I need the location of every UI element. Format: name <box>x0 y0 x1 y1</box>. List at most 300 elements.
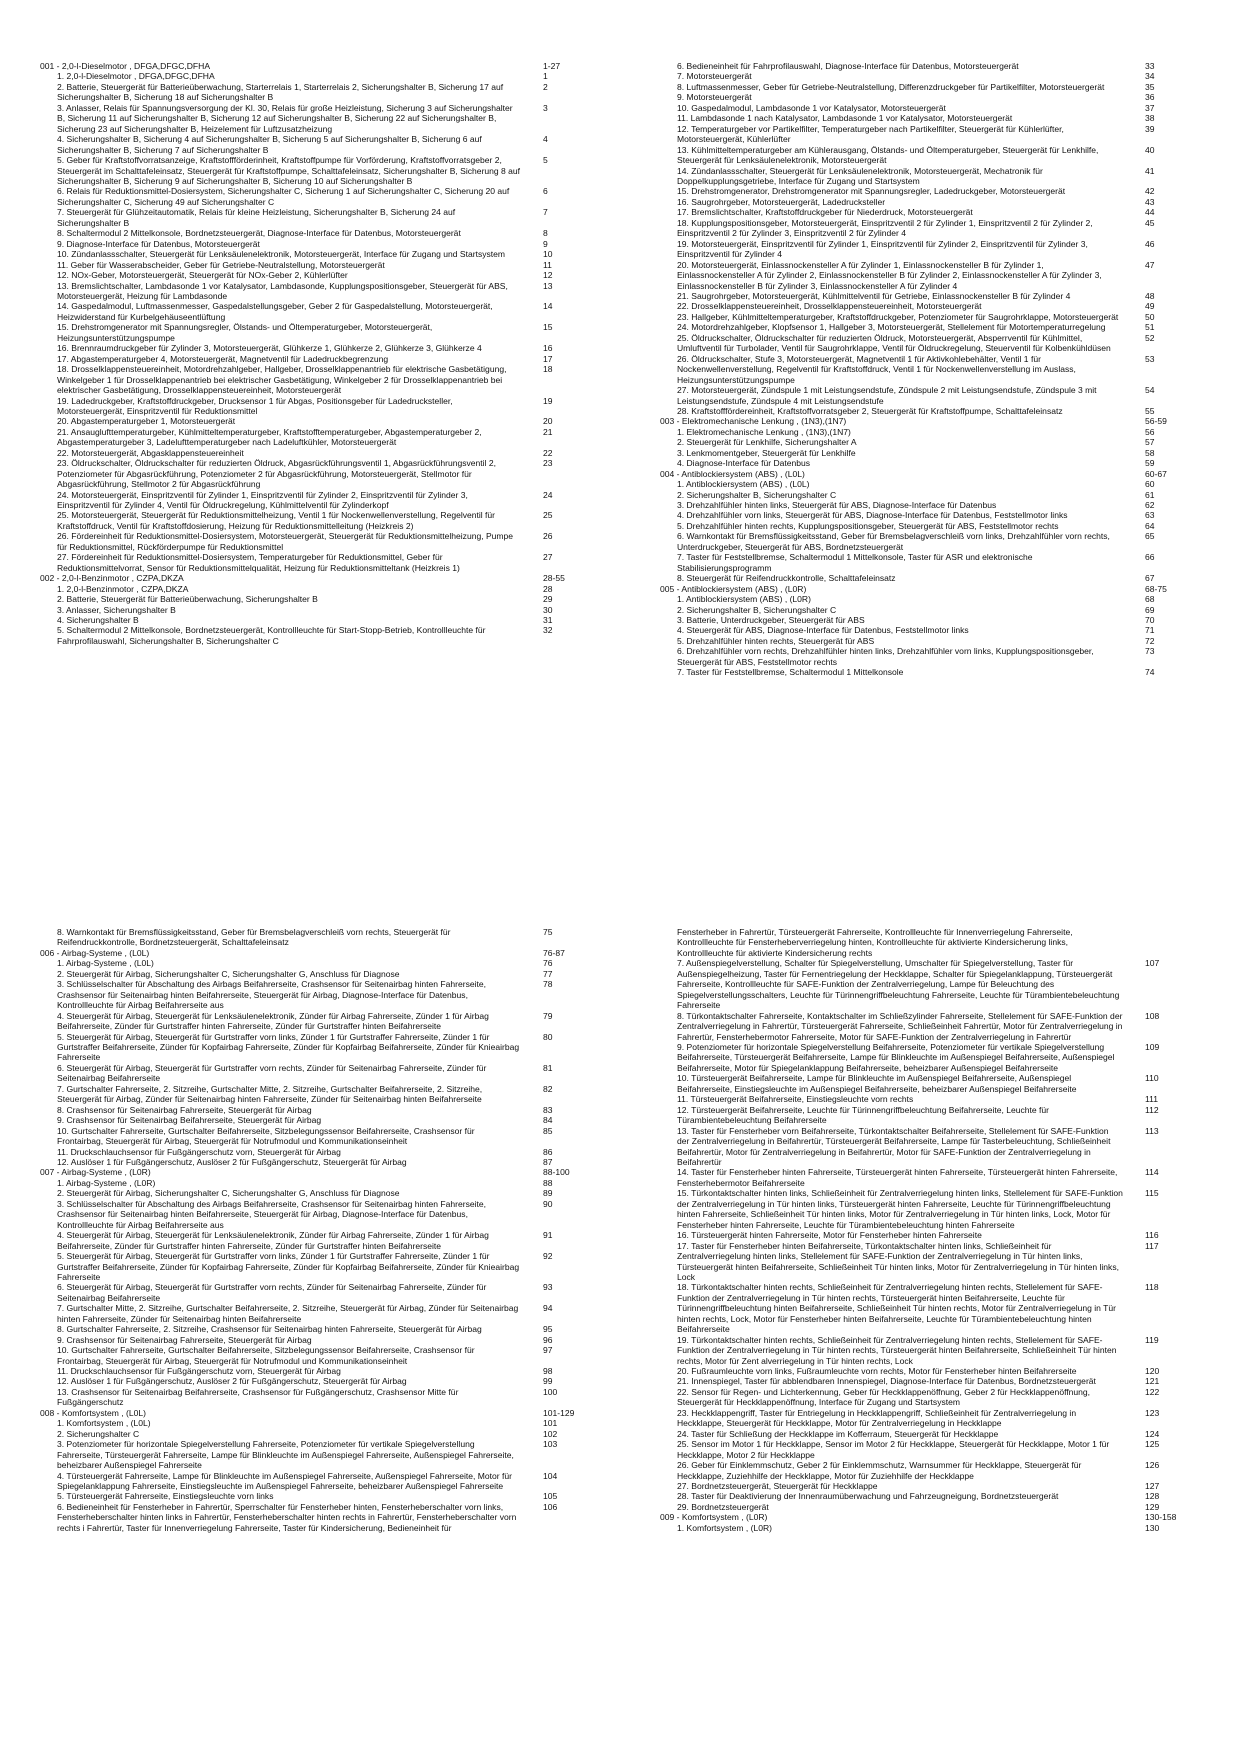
toc-entry-text: 4. Steuergerät für Airbag, Steuergerät für Lenksäulenelektronik, Zünder für Airbag Fahrerseite, Zünder 1 für Airbag Beifahrerseite, Zünder für Gurtstraffer hinten Fahrerseite, Zünder für Gurtstraffer hinten Beifahrerseite <box>57 1230 489 1251</box>
toc-entry-text: 8. Steuergerät für Reifendruckkontrolle, Schalttafeleinsatz <box>677 573 896 584</box>
toc-page-number: 4 <box>543 134 548 145</box>
toc-entry-row <box>660 218 1200 239</box>
toc-entry-text: 2. Batterie, Steuergerät für Batterieüberwachung, Starterrelais 1, Starterrelais 2, Sicherungshalter B, Sicherung 17 auf Sicherungshalter B, Sicherung 18 auf Sicherungshalter B <box>57 81 504 103</box>
toc-entry-row <box>40 1084 605 1105</box>
toc-section-title: 008 - Komfortsystem , (L0L) <box>40 1407 146 1418</box>
toc-entry-row <box>40 270 605 280</box>
toc-entry-text: 1. Airbag-Systeme , (L0R) <box>57 1177 156 1188</box>
toc-entry-row <box>40 1303 605 1324</box>
toc-section-title: 006 - Airbag-Systeme , (L0L) <box>40 947 150 958</box>
toc-entry-text: 20. Abgastemperaturgeber 1, Motorsteuergerät <box>57 416 236 427</box>
toc-page-number: 13 <box>543 280 553 291</box>
toc-page-number: 60-67 <box>1145 468 1167 479</box>
toc-page-number: 72 <box>1145 635 1155 646</box>
toc-entry-text: 6. Relais für Reduktionsmittel-Dosiersystem, Sicherungshalter C, Sicherung 1 auf Sicherungshalter C, Sicherung 20 auf Sicherungshalter C, Sicherung 49 auf Sicherungshalter C <box>57 186 510 207</box>
toc-page-number: 100 <box>543 1386 558 1397</box>
toc-page-number: 57 <box>1145 437 1155 448</box>
toc-page-number: 50 <box>1145 311 1155 322</box>
toc-entry-text: 6. Bedieneinheit für Fahrprofilauswahl, Diagnose-Interface für Datenbus, Motorsteuergerät <box>677 61 1019 71</box>
toc-entry-row <box>40 605 605 615</box>
toc-entry-row <box>660 521 1200 531</box>
toc-entry-text: 10. Gurtschalter Fahrerseite, Gurtschalter Beifahrerseite, Sitzbelegungssensor Beifahrerseite, Crashsensor für Frontairbag, Steuergerät für Airbag, Steuergerät für Notrufmodul und Kommunikationseinheit <box>57 1125 475 1147</box>
toc-entry-row <box>660 333 1200 354</box>
toc-page-number: 101-129 <box>543 1407 575 1418</box>
toc-page-number: 60 <box>1145 479 1155 490</box>
toc-page-number: 35 <box>1145 81 1155 92</box>
toc-entry-row <box>40 458 605 489</box>
toc-entry-row <box>660 1523 1200 1533</box>
toc-entry-row <box>40 1418 605 1428</box>
toc-page-number: 125 <box>1145 1439 1160 1450</box>
toc-section-title: 009 - Komfortsystem , (L0R) <box>660 1512 768 1523</box>
toc-entry-text: 14. Gaspedalmodul, Luftmassenmesser, Gaspedalstellungsgeber, Geber 2 für Gaspedalstellung, Motorsteuergerät, Heizwiderstand für Kurbelgehäuseentlüftung <box>57 301 493 322</box>
toc-entry-text: 11. Türsteuergerät Beifahrerseite, Einstiegsleuchte vorn rechts <box>677 1094 914 1105</box>
toc-entry-text: 4. Steuergerät für ABS, Diagnose-Interface für Datenbus, Feststellmotor links <box>677 625 969 636</box>
toc-entry-row <box>40 228 605 238</box>
toc-entry-row <box>660 312 1200 322</box>
toc-entry-row <box>40 1282 605 1303</box>
toc-entry-row <box>40 1032 605 1063</box>
toc-page-number: 78 <box>543 979 553 990</box>
toc-page-number: 106 <box>543 1501 558 1512</box>
toc-entry-row <box>660 197 1200 207</box>
toc-entry-row <box>40 1157 605 1167</box>
toc-entry-text: 1. Komfortsystem , (L0R) <box>677 1522 772 1533</box>
toc-entry-text: 23. Heckklappengriff, Taster für Entriegelung in Heckklappengriff, Schließeinheit für Zentralverriegelung in Heckklappe, Steuergerät für Heckklappe, Motor für Zentralverriegelung in Heckklappe <box>677 1407 1077 1429</box>
toc-entry-row <box>40 134 605 155</box>
toc-entry-text: 22. Drosselklappensteuereinheit, Drosselklappensteuereinheit, Motorsteuergerät <box>677 301 982 312</box>
toc-page-number: 85 <box>543 1125 553 1136</box>
toc-entry-row <box>660 1167 1200 1188</box>
toc-entry-text: 8. Warnkontakt für Bremsflüssigkeitsstand, Geber für Bremsbelagverschleiß vorn rechts, Steuergerät für Reifendruckkontrolle, Bordnetzsteuergerät, Schalttafeleinsatz <box>57 927 451 948</box>
toc-page-number: 101 <box>543 1418 558 1429</box>
toc-page-number: 118 <box>1145 1282 1159 1293</box>
toc-entry-row <box>660 301 1200 311</box>
toc-page-number: 126 <box>1145 1460 1160 1471</box>
toc-entry-text: 9. Diagnose-Interface für Datenbus, Motorsteuergerät <box>57 238 260 249</box>
toc-page-number: 34 <box>1145 71 1155 82</box>
toc-entry-row <box>660 1126 1200 1168</box>
toc-column-top-left <box>40 61 605 646</box>
toc-page-number: 29 <box>543 594 553 605</box>
toc-entry-text: 16. Saugrohrgeber, Motorsteuergerät, Ladedrucksteller <box>677 196 886 207</box>
toc-page-number: 48 <box>1145 290 1155 301</box>
toc-entry-row <box>660 385 1200 406</box>
toc-entry-row <box>40 1115 605 1125</box>
toc-page-number: 12 <box>543 270 553 281</box>
toc-entry-row <box>660 124 1200 145</box>
toc-entry-row <box>660 552 1200 573</box>
toc-entry-text: 17. Taster für Fensterheber hinten Beifahrerseite, Türkontaktschalter hinten links, Schließeinheit für Zentralverriegelung hinten links, Stellelement für SAFE-Funktion der Zentralverriegelung in Tür hinten links, Türsteuergerät hinten Beifahrerseite, Schließeinheit Tür hinten links, Motor für Zentralverriegelung in Tür hinten links, Lock <box>677 1240 1119 1282</box>
toc-entry-row <box>660 1105 1200 1126</box>
toc-page-number: 88 <box>543 1177 553 1188</box>
toc-entry-row <box>660 82 1200 92</box>
toc-page-number: 27 <box>543 552 553 563</box>
toc-entry-text: 20. Motorsteuergerät, Einlassnockensteller A für Zylinder 1, Einlassnockensteller B für Zylinder 1, Einlassnockensteller A für Zylinder 2, Einlassnockensteller B für Zylinder 2, Einlassnockensteller A für Zylinder 3, Einlassnockensteller B für Zylinder 3, Einlassnockensteller A für Zylinder 4 <box>677 259 1102 291</box>
toc-page-number: 122 <box>1145 1386 1160 1397</box>
toc-entry-row <box>40 1439 605 1470</box>
toc-entry-row <box>660 1073 1200 1094</box>
toc-entry-text: 26. Öldruckschalter, Stufe 3, Motorsteuergerät, Magnetventil 1 für Aktivkohlebehälter, Ventil 1 für Nockenwellenverstellung, Regelventil für Kraftstoffdruck, Ventil 1 für Nockenwellenverstellung im Auslass, Heizungsunterstützungspumpe <box>677 353 1076 385</box>
toc-entry-text: 29. Bordnetzsteuergerät <box>677 1501 769 1512</box>
toc-page-number: 92 <box>543 1251 553 1262</box>
toc-entry-row <box>40 71 605 81</box>
toc-entry-text: 1. Komfortsystem , (L0L) <box>57 1418 151 1429</box>
toc-entry-text: 2. Steuergerät für Lenkhilfe, Sicherungshalter A <box>677 437 857 448</box>
toc-page-number: 6 <box>543 186 548 197</box>
toc-entry-row <box>660 71 1200 81</box>
toc-page-number: 38 <box>1145 113 1155 124</box>
toc-entry-text: 9. Motorsteuergerät <box>677 92 752 103</box>
toc-entry-row <box>660 113 1200 123</box>
toc-entry-text: 7. Außenspiegelverstellung, Schalter für Spiegelverstellung, Umschalter für Spiegelverstellung, Taster für Außenspiegelheizung, Taster für Fernentriegelung der Heckklappe, Schalter für Spiegelanklappung, Türsteuergerät Fahrerseite, Kontrollleuchte für SAFE-Funktion der Zentralverriegelung, Lampe für Beleuchtung des Spiegelverstellungsschalters, Leuchte für Türinnengriffbeleuchtung Fahrerseite, Leuchte für Türambientebeleuchtung Fahrerseite <box>677 958 1120 1011</box>
toc-entry-row <box>660 531 1200 552</box>
toc-entry-text: 12. Auslöser 1 für Fußgängerschutz, Auslöser 2 für Fußgängerschutz, Steuergerät für Airbag <box>57 1376 407 1387</box>
toc-page-number: 42 <box>1145 186 1155 197</box>
toc-page-number: 19 <box>543 395 553 406</box>
toc-page-number: 33 <box>1145 61 1155 71</box>
toc-entry-row <box>40 155 605 186</box>
toc-entry-text: 8. Crashsensor für Seitenairbag Fahrerseite, Steuergerät für Airbag <box>57 1104 312 1115</box>
toc-entry-text: 27. Fördereinheit für Reduktionsmittel-Dosiersystem, Temperaturgeber für Reduktionsmittel, Geber für Reduktionsmittelvorrat, Sensor für Reduktionsmittelqualität, Heizung für Reduktionsmitteltank (Heizkreis 1) <box>57 552 460 573</box>
toc-page-number: 95 <box>543 1324 553 1335</box>
toc-entry-text: 9. Potenziometer für horizontale Spiegelverstellung Beifahrerseite, Potenziometer für vertikale Spiegelverstellung Beifahrerseite, Türsteuergerät Beifahrerseite, Lampe für Blinkleuchte im Außenspiegel Beifahrerseite, Außenspiegel Beifahrerseite, Motor für Spiegelanklappung Beifahrerseite, beheizbarer Außenspiegel Beifahrerseite <box>677 1041 1115 1073</box>
toc-page-number: 79 <box>543 1010 553 1021</box>
toc-entry-row <box>660 500 1200 510</box>
toc-entry-text: 7. Gurtschalter Fahrerseite, 2. Sitzreihe, Gurtschalter Mitte, 2. Sitzreihe, Gurtschalter Beifahrerseite, 2. Sitzreihe, Steuergerät für Airbag, Zünder für Seitenairbag hinten Fahrerseite, Zünder für Seitenairbag hinten Beifahrerseite <box>57 1083 483 1105</box>
toc-entry-text: 5. Geber für Kraftstoffvorratsanzeige, Kraftstoffförderinheit, Kraftstoffpumpe für Vorförderung, Kraftstoffvorratsgeber 2, Steuergerät im Schalttafeleinsatz, Steuergerät für Kraftstoffpumpe, Schalttafeleinsatz, Sicherungshalter B, Sicherung 8 auf Sicherungshalter B, Sicherung 9 auf Sicherungshalter B, Sicherung 10 auf Sicherungshalter B <box>57 155 521 186</box>
toc-section-row <box>40 573 605 583</box>
toc-entry-text: 15. Drehstromgenerator, Drehstromgenerator mit Spannungsregler, Ladedruckgeber, Motorsteuergerät <box>677 186 1066 197</box>
toc-entry-row <box>660 510 1200 520</box>
toc-entry-text: 11. Geber für Wasserabscheider, Geber für Getriebe-Neutralstellung, Motorsteuergerät <box>57 259 385 270</box>
toc-entry-row <box>40 1387 605 1408</box>
toc-page-number: 107 <box>1145 958 1160 969</box>
toc-page-number: 16 <box>543 343 553 354</box>
toc-page-number: 51 <box>1145 322 1155 333</box>
toc-entry-text: 7. Steuergerät für Glühzeitautomatik, Relais für kleine Heizleistung, Sicherungshalter B, Sicherung 24 auf Sicherungshalter B <box>57 207 456 228</box>
toc-page-number: 53 <box>1145 353 1155 364</box>
toc-entry-text: 23. Öldruckschalter, Öldruckschalter für reduzierten Öldruck, Abgasrückführungsventil 1, Abgasrückführungsventil 2, Potenziometer für Abgasrückführung, Potenziometer 2 für Abgasrückführung, Motorsteuergerät, Stellmotor für Abgasrückführung, Stellmotor 2 für Abgasrückführung <box>57 458 496 490</box>
toc-page-number: 80 <box>543 1031 553 1042</box>
toc-page-number: 76-87 <box>543 947 565 958</box>
toc-entry-text: 21. Ansauglufttemperaturgeber, Kühlmitteltemperaturgeber, Kraftstofftemperaturgeber, Abgastemperaturgeber 2, Abgastemperaturgeber 3, Ladelufttemperaturgeber nach Ladeluftkühler, Motorsteuergerät <box>57 426 482 448</box>
toc-entry-row <box>660 605 1200 615</box>
toc-page-number: 104 <box>543 1470 558 1481</box>
toc-entry-row <box>40 1366 605 1376</box>
toc-entry-row <box>660 260 1200 291</box>
toc-entry-row <box>660 615 1200 625</box>
toc-entry-row <box>660 625 1200 635</box>
toc-entry-row <box>40 249 605 259</box>
toc-entry-text: 8. Türkontaktschalter Fahrerseite, Kontaktschalter im Schließzylinder Fahrerseite, Stellelement für SAFE-Funktion der Zentralverriegelung in Fahrertür, Türsteuergerät Fahrerseite, Schließeinheit Fahrertür, Motor für Zentralverriegelung in Fahrertür, Fensterhebermotor Fahrerseite, Motor für SAFE-Funktion der Zentralverriegelung in Fahrertür <box>677 1010 1123 1042</box>
toc-page-number: 114 <box>1145 1167 1159 1178</box>
toc-page-number: 62 <box>1145 500 1155 511</box>
toc-page-number: 128 <box>1145 1491 1160 1502</box>
toc-entry-row <box>40 1199 605 1230</box>
toc-page-number: 77 <box>543 968 553 979</box>
toc-entry-text: 1. 2,0-l-Dieselmotor , DFGA,DFGC,DFHA <box>57 71 215 82</box>
toc-entry-row <box>660 667 1200 677</box>
toc-entry-text: 17. Bremslichtschalter, Kraftstoffdruckgeber für Niederdruck, Motorsteuergerät <box>677 207 973 218</box>
toc-page-number: 127 <box>1145 1481 1160 1492</box>
toc-page-number: 121 <box>1145 1376 1160 1387</box>
toc-entry-text: 3. Anlasser, Relais für Spannungsversorgung der Kl. 30, Relais für große Heizleistung, Sicherung 3 auf Sicherungshalter B, Sicherung 11 auf Sicherungshalter B, Sicherung 12 auf Sicherungshalter B, Sicherung 22 auf Sicherungshalter B, Sicherung 23 auf Sicherungshalter B, Heizelement für Luftzusatzheizung <box>57 102 513 134</box>
toc-entry-row <box>40 1230 605 1251</box>
toc-page-number: 59 <box>1145 458 1155 469</box>
toc-entry-row <box>660 1241 1200 1283</box>
toc-entry-text: 6. Bedieneinheit für Fensterheber in Fahrertür, Sperrschalter für Fensterheber hinten, Fensterheberschalter vorn links, Fensterheberschalter hinten links in Fahrertür, Fensterheberschalter hinten rechts in Fahrertür, Fensterheberschalter vorn rechts i Fahrertür, Taster für Innenverriegelung Fahrerseite, Taster für Kindersicherung, Bedieneinheit für <box>57 1501 517 1533</box>
toc-entry-row <box>660 207 1200 217</box>
toc-entry-text: 1. Antiblockiersystem (ABS) , (L0L) <box>677 479 810 490</box>
toc-section-row <box>660 584 1200 594</box>
toc-entry-row <box>40 1324 605 1334</box>
toc-section-title: 003 - Elektromechanische Lenkung , (1N3),(1N7) <box>660 416 847 427</box>
toc-section-title: 002 - 2,0-l-Benzinmotor , CZPA,DKZA <box>40 573 184 584</box>
toc-page-number: 110 <box>1145 1073 1159 1084</box>
toc-entry-text: 8. Gurtschalter Fahrerseite, 2. Sitzreihe, Crashsensor für Seitenairbag hinten Fahrerseite, Steuergerät für Airbag <box>57 1324 482 1335</box>
toc-entry-row <box>660 239 1200 260</box>
toc-entry-text: 3. Anlasser, Sicherungshalter B <box>57 604 176 615</box>
toc-entry-text: 10. Zündanlassschalter, Steuergerät für Lenksäulenelektronik, Motorsteuergerät, Interface für Zugang und Startsystem <box>57 249 506 260</box>
toc-section-row <box>40 1408 605 1418</box>
toc-entry-text: 3. Drehzahlfühler hinten links, Steuergerät für ABS, Diagnose-Interface für Datenbus <box>677 500 997 511</box>
toc-entry-row <box>40 1471 605 1492</box>
toc-entry-text: 26. Geber für Einklemmschutz, Geber 2 für Einklemmschutz, Warnsummer für Heckklappe, Steuergerät für Heckklappe, Zuziehhilfe der Heckklappe, Motor für Zuziehhilfe der Heckklappe <box>677 1460 1082 1481</box>
toc-entry-text: 5. Drehzahlfühler hinten rechts, Steuergerät für ABS <box>677 635 875 646</box>
toc-page-number: 90 <box>543 1198 553 1209</box>
toc-entry-text: 2. Sicherungshalter B, Sicherungshalter C <box>677 489 837 500</box>
toc-entry-text: 6. Steuergerät für Airbag, Steuergerät für Gurtstraffer vorn rechts, Zünder für Seitenairbag Fahrerseite, Zünder für Seitenairbag Beifahrerseite <box>57 1282 487 1303</box>
toc-page-number: 20 <box>543 416 553 427</box>
toc-entry-text: 25. Sensor im Motor 1 für Heckklappe, Sensor im Motor 2 für Heckklappe, Steuergerät für Heckklappe, Motor 1 für Heckklappe, Motor 2 für Heckklappe <box>677 1439 1110 1460</box>
toc-entry-text: 1. 2,0-l-Benzinmotor , CZPA,DKZA <box>57 583 189 594</box>
toc-entry-row <box>660 1439 1200 1460</box>
toc-page-number: 67 <box>1145 573 1155 584</box>
toc-entry-row <box>40 103 605 134</box>
toc-section-title: 005 - Antiblockiersystem (ABS) , (L0R) <box>660 583 807 594</box>
toc-page-number: 54 <box>1145 385 1155 396</box>
toc-page-number: 56 <box>1145 426 1155 437</box>
toc-entry-text: 13. Taster für Fensterheber vorn Beifahrerseite, Türkontaktschalter Beifahrerseite, Stellelement für SAFE-Funktion der Zentralverriegelung in Beifahrertür, Türsteuergerät Beifahrerseite, Lampe für Tasterbeleuchtung, Schließeinheit Beifahrertür, Motor für Zentralverriegelung in Beifahrertür, Motor für SAFE-Funktion der Zentralverriegelung in Beifahrertür <box>677 1125 1111 1167</box>
toc-entry-row <box>40 531 605 552</box>
toc-entry-text: 9. Crashsensor für Seitenairbag Fahrerseite, Steuergerät für Airbag <box>57 1334 312 1345</box>
toc-page-number: 30 <box>543 604 553 615</box>
toc-entry-row <box>660 1094 1200 1104</box>
toc-entry-text: 11. Druckschlauchsensor für Fußgängerschutz vorn, Steuergerät für Airbag <box>57 1146 341 1157</box>
toc-entry-row <box>660 1335 1200 1366</box>
toc-entry-text: 4. Sicherungshalter B <box>57 615 139 626</box>
toc-page-number: 117 <box>1145 1240 1159 1251</box>
toc-entry-row <box>40 82 605 103</box>
toc-entry-text: 24. Motorsteuergerät, Einspritzventil für Zylinder 1, Einspritzventil für Zylinder 2, Einspritzventil für Zylinder 3, Einspritzventil für Zylinder 4, Ventil für Öldruckregelung, Kühlmittelventil für Zylinderkopf <box>57 489 468 511</box>
toc-entry-text: 6. Warnkontakt für Bremsflüssigkeitsstand, Geber für Bremsbelagverschleiß vorn links, Drehzahlfühler vorn rechts, Unterdruckgeber, Steuergerät für ABS, Bordnetzsteuergerät <box>677 531 1110 552</box>
toc-entry-row <box>40 1063 605 1084</box>
toc-entry-row <box>660 1282 1200 1334</box>
toc-entry-row <box>40 1147 605 1157</box>
toc-entry-text: 7. Motorsteuergerät <box>677 71 752 82</box>
toc-entry-text: 19. Ladedruckgeber, Kraftstoffdruckgeber, Drucksensor 1 für Abgas, Positionsgeber für Ladedrucksteller, Motorsteuergerät, Einspritzventil für Reduktionsmittel <box>57 395 453 416</box>
toc-entry-text: 13. Crashsensor für Seitenairbag Beifahrerseite, Crashsensor für Fußgängerschutz, Crashsensor Mitte für Fußgängerschutz <box>57 1386 459 1408</box>
toc-entry-text: 10. Türsteuergerät Beifahrerseite, Lampe für Blinkleuchte im Außenspiegel Beifahrerseite, Außenspiegel Beifahrerseite, Einstiegsleuchte im Außenspiegel Beifahrerseite, beheizbarer Außenspiegel Beifahrerseite <box>677 1073 1077 1094</box>
toc-entry-text: 5. Steuergerät für Airbag, Steuergerät für Gurtstraffer vorn links, Zünder 1 für Gurtstraffer Fahrerseite, Zünder 1 für Gurtstraffer Beifahrerseite, Zünder für Kopfairbag Fahrerseite, Zünder für Kopfairbag Beifahrerseite, Zünder für Knieairbag Fahrerseite <box>57 1251 520 1282</box>
toc-entry-text: 10. Gurtschalter Fahrerseite, Gurtschalter Beifahrerseite, Sitzbelegungssensor Beifahrerseite, Crashsensor für Frontairbag, Steuergerät für Airbag, Steuergerät für Notrufmodul und Kommunikationseinheit <box>57 1345 475 1366</box>
toc-section-row <box>660 416 1200 426</box>
toc-entry-row <box>40 1251 605 1282</box>
toc-page-number: 28-55 <box>543 573 565 584</box>
toc-entry-row <box>660 322 1200 332</box>
toc-entry-row <box>40 260 605 270</box>
toc-entry-row <box>40 615 605 625</box>
toc-entry-row <box>40 1188 605 1198</box>
toc-entry-row <box>660 291 1200 301</box>
toc-entry-row <box>660 354 1200 385</box>
toc-page-number: 31 <box>543 615 553 626</box>
toc-entry-text: 1. Antiblockiersystem (ABS) , (L0R) <box>677 594 811 605</box>
toc-page-number: 1-27 <box>543 61 561 71</box>
toc-page-number: 89 <box>543 1188 553 1199</box>
toc-page-number: 93 <box>543 1282 553 1293</box>
toc-page-number: 129 <box>1145 1501 1160 1512</box>
toc-entry-row <box>40 594 605 604</box>
toc-entry-row <box>40 1429 605 1439</box>
toc-page-number: 15 <box>543 322 553 333</box>
toc-page-number: 28 <box>543 583 553 594</box>
toc-page-number: 116 <box>1145 1230 1159 1241</box>
toc-entry-row <box>40 448 605 458</box>
toc-page-number: 45 <box>1145 217 1155 228</box>
toc-page-number: 113 <box>1145 1125 1159 1136</box>
toc-entry-row <box>660 646 1200 667</box>
toc-page-number: 66 <box>1145 552 1155 563</box>
toc-page-number: 120 <box>1145 1366 1160 1377</box>
toc-entry-row <box>40 979 605 1010</box>
toc-page-number: 17 <box>543 353 553 364</box>
toc-entry-row <box>40 427 605 448</box>
toc-entry-row <box>660 1502 1200 1512</box>
toc-page-number: 18 <box>543 364 553 375</box>
toc-entry-row <box>40 301 605 322</box>
toc-entry-text: 7. Gurtschalter Mitte, 2. Sitzreihe, Gurtschalter Beifahrerseite, 2. Sitzreihe, Steuergerät für Airbag, Zünder für Seitenairbag hinten Fahrerseite, Zünder für Seitenairbag hinten Beifahrerseite <box>57 1303 519 1324</box>
toc-entry-row <box>660 479 1200 489</box>
toc-page-number: 71 <box>1145 625 1155 636</box>
toc-entry-text: 2. Sicherungshalter C <box>57 1428 140 1439</box>
toc-entry-row <box>40 1105 605 1115</box>
toc-entry-row <box>660 427 1200 437</box>
toc-entry-text: 24. Taster für Schließung der Heckklappe im Kofferraum, Steuergerät für Heckklappe <box>677 1428 999 1439</box>
toc-page-number: 58 <box>1145 447 1155 458</box>
toc-entry-row <box>660 92 1200 102</box>
toc-column-bottom-left <box>40 927 605 1533</box>
toc-entry-row <box>660 636 1200 646</box>
toc-entry-text: 12. Temperaturgeber vor Partikelfilter, Temperaturgeber nach Partikelfilter, Steuergerät für Kühlerlüfter, Motorsteuergerät, Kühlerlüfter <box>677 123 1064 145</box>
toc-entry-row <box>40 927 605 948</box>
toc-entry-text: 3. Batterie, Unterdruckgeber, Steuergerät für ABS <box>677 615 865 626</box>
toc-page-number: 84 <box>543 1115 553 1126</box>
toc-page-number: 68-75 <box>1145 583 1167 594</box>
toc-page-number: 64 <box>1145 520 1155 531</box>
toc-entry-text: 11. Lambdasonde 1 nach Katalysator, Lambdasonde 1 vor Katalysator, Motorsteuergerät <box>677 113 1013 124</box>
toc-entry-row <box>40 625 605 646</box>
toc-page-number: 82 <box>543 1083 553 1094</box>
toc-entry-row <box>660 166 1200 187</box>
toc-entry-row <box>660 406 1200 416</box>
toc-entry-row <box>40 1178 605 1188</box>
toc-entry-text: 4. Drehzahlfühler vorn links, Steuergerät für ABS, Diagnose-Interface für Datenbus, Feststellmotor links <box>677 510 1068 521</box>
toc-entry-text: 4. Sicherungshalter B, Sicherung 4 auf Sicherungshalter B, Sicherung 5 auf Sicherungshalter B, Sicherung 6 auf Sicherungshalter B, Sicherung 7 auf Sicherungshalter B <box>57 134 482 155</box>
toc-entry-text: 11. Druckschlauchsensor für Fußgängerschutz vorn, Steuergerät für Airbag <box>57 1366 341 1377</box>
toc-entry-text: 1. Elektromechanische Lenkung , (1N3),(1N7) <box>677 426 851 437</box>
toc-entry-text: 3. Potenziometer für horizontale Spiegelverstellung Fahrerseite, Potenziometer für vertikale Spiegelverstellung Fahrerseite, Türsteuergerät Fahrerseite, Lampe für Blinkleuchte im Außenspiegel Fahrerseite, Außenspiegel Fahrerseite, beheizbarer Außenspiegel Fahrerseite <box>57 1439 514 1471</box>
toc-page-number: 24 <box>543 489 553 500</box>
toc-page-number: 74 <box>1145 667 1155 678</box>
toc-entry-row <box>660 1366 1200 1376</box>
toc-page-number: 124 <box>1145 1428 1160 1439</box>
toc-entry-text: 13. Bremslichtschalter, Lambdasonde 1 vor Katalysator, Lambdasonde, Kupplungspositionsgeber, Steuergerät für ABS, Motorsteuergerät, Heizung für Lambdasonde <box>57 280 508 301</box>
toc-entry-text: 7. Taster für Feststellbremse, Schaltermodul 1 Mittelkonsole <box>677 667 904 678</box>
toc-page-number: 3 <box>543 102 548 113</box>
toc-entry-text: 14. Zündanlassschalter, Steuergerät für Lenksäulenelektronik, Motorsteuergerät, Mechatronik für Doppelkupplungsgetriebe, Interface für Zugang und Startsystem <box>677 165 1043 186</box>
toc-entry-text: 5. Schaltermodul 2 Mittelkonsole, Bordnetzsteuergerät, Kontrollleuchte für Start-Stopp-Betrieb, Kontrollleuchte für Fahrprofilauswahl, Sicherungshalter B, Sicherungshalter C <box>57 625 486 646</box>
toc-page-number: 91 <box>543 1230 553 1241</box>
toc-entry-text: 19. Türkontaktschalter hinten rechts, Schließeinheit für Zentralverriegelung hinten rechts, Stellelement für SAFE-Funktion der Zentralverriegelung in Tür hinten rechts, Türsteuergerät hinten Beifahrerseite, Schließeinheit Tür hinten rechts, Motor für Zent alverriegelung in Tür hinten rechts, Lock <box>677 1334 1117 1366</box>
toc-entry-row <box>660 958 1200 1010</box>
toc-entry-row <box>660 61 1200 71</box>
toc-page-number: 26 <box>543 531 553 542</box>
toc-page-number: 94 <box>543 1303 553 1314</box>
toc-entry-text: 4. Diagnose-Interface für Datenbus <box>677 458 811 469</box>
toc-page-number: 46 <box>1145 238 1155 249</box>
toc-section-title: 004 - Antiblockiersystem (ABS) , (L0L) <box>660 468 805 479</box>
toc-page-number: 10 <box>543 249 553 260</box>
toc-page-number: 2 <box>543 81 548 92</box>
toc-page-number: 11 <box>543 259 552 270</box>
toc-entry-row <box>40 584 605 594</box>
toc-entry-text: 18. Kupplungspositionsgeber, Motorsteuergerät, Einspritzventil 2 für Zylinder 1, Einspritzventil 2 für Zylinder 2, Einspritzventil 2 für Zylinder 3, Einspritzventil 2 für Zylinder 4 <box>677 217 1093 239</box>
toc-entry-row <box>660 1376 1200 1386</box>
toc-page-number: 70 <box>1145 615 1155 626</box>
toc-entry-text: 18. Türkontaktschalter hinten rechts, Schließeinheit für Zentralverriegelung hinten rechts, Stellelement für SAFE-Funktion der Zentralverriegelung in Tür hinten rechts, Türsteuergerät hinten Beifahrerseite, Leuchte für Türinnengriffbeleuchtung hinten Beifahrerseite, Schließeinheit Tür hinten rechts, Motor für Zentralverriegelung in Tür hinten rechts, Lock, Motor für Fensterheber hinten Beifahrerseite, Leuchte für Türambientebeleuchtung hinten Beifahrerseite <box>677 1282 1116 1335</box>
toc-section-row <box>40 61 605 71</box>
toc-page-number: 83 <box>543 1104 553 1115</box>
toc-page-number: 36 <box>1145 92 1155 103</box>
toc-page-number: 8 <box>543 228 548 239</box>
toc-page-number: 76 <box>543 958 553 969</box>
toc-page-number: 88-100 <box>543 1167 570 1178</box>
toc-entry-text: 3. Schlüsselschalter für Abschaltung des Airbags Beifahrerseite, Crashsensor für Seitenairbag hinten Fahrerseite, Crashsensor für Seitenairbag hinten Beifahrerseite, Steuergerät für Airbag, Diagnose-Interface für Datenbus, Kontrollleuchte für Airbag Beifahrerseite aus <box>57 979 487 1011</box>
toc-page-number: 97 <box>543 1345 553 1356</box>
toc-entry-text: 24. Motordrehzahlgeber, Klopfsensor 1, Hallgeber 3, Motorsteuergerät, Stellelement für Motortemperaturregelung <box>677 322 1106 333</box>
toc-page-number: 68 <box>1145 594 1155 605</box>
toc-entry-text: 14. Taster für Fensterheber hinten Fahrerseite, Türsteuergerät hinten Fahrerseite, Türsteuergerät hinten Fahrerseite, Fensterhebermotor Beifahrerseite <box>677 1167 1118 1188</box>
toc-page-number: 63 <box>1145 510 1155 521</box>
toc-entry-text: 2. Steuergerät für Airbag, Sicherungshalter C, Sicherungshalter G, Anschluss für Diagnose <box>57 1188 400 1199</box>
toc-page-number: 111 <box>1145 1094 1158 1105</box>
toc-entry-text: 18. Drosselklappensteuereinheit, Motordrehzahlgeber, Hallgeber, Drosselklappenantrieb für elektrische Gasbetätigung, Winkelgeber 1 für Drosselklappenantrieb bei elektrischer Gasbetätigung, Winkelgeber 2 für Drosselklappenantrieb bei elektrischer Gasbetätigung, Drosselklappensteuereinheit, Motorsteuergerät <box>57 364 507 396</box>
toc-entry-text: 22. Motorsteuergerät, Abgasklappensteuereinheit <box>57 447 244 458</box>
toc-entry-text: 1. Airbag-Systeme , (L0L) <box>57 958 154 969</box>
toc-entry-text: 5. Steuergerät für Airbag, Steuergerät für Gurtstraffer vorn links, Zünder 1 für Gurtstraffer Fahrerseite, Zünder 1 für Gurtstraffer Beifahrerseite, Zünder für Kopfairbag Fahrerseite, Zünder für Kopfairbag Beifahrerseite, Zünder für Knieairbag Fahrerseite <box>57 1031 520 1063</box>
toc-entry-row <box>660 1042 1200 1073</box>
toc-column-top-right <box>660 61 1200 678</box>
toc-entry-row <box>40 343 605 353</box>
toc-entry-text: 12. Türsteuergerät Beifahrerseite, Leuchte für Türinnengriffbeleuchtung Beifahrerseite, Leuchte für Türambientebeleuchtung Beifahrerseite <box>677 1104 1050 1126</box>
toc-entry-row <box>660 594 1200 604</box>
toc-entry-row <box>40 958 605 968</box>
toc-page-number: 5 <box>543 155 548 166</box>
toc-entry-text: 13. Kühlmitteltemperaturgeber am Kühlerausgang, Ölstands- und Öltemperaturgeber, Steuergerät für Lenkhilfe, Steuergerät für Lenksäulenelektronik, Motorsteuergerät <box>677 144 1099 166</box>
toc-page-number: 123 <box>1145 1407 1160 1418</box>
